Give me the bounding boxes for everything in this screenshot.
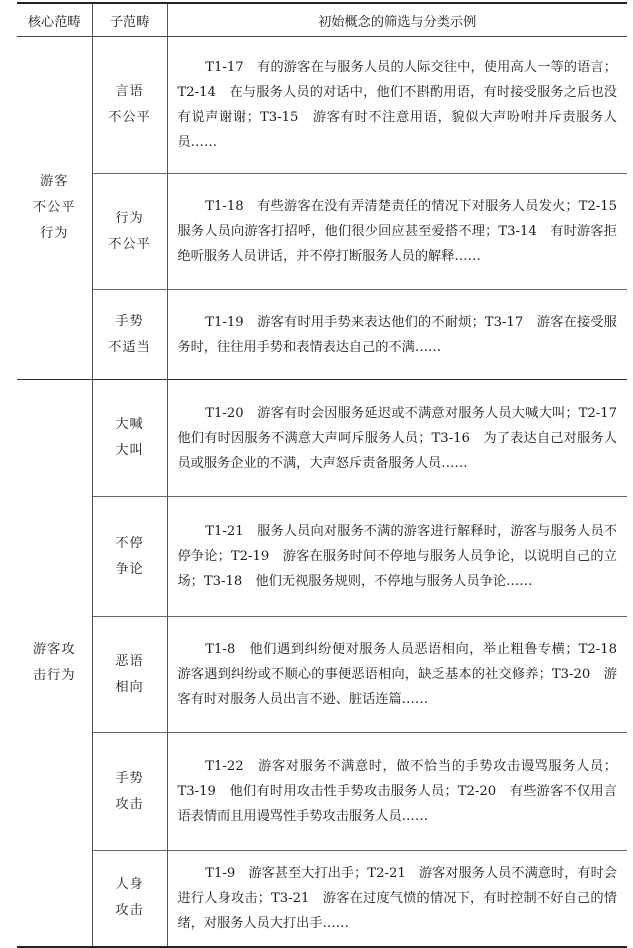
sub-category-physical-attack: 人身 攻击 — [92, 851, 167, 947]
concept-classification-table — [17, 2, 631, 948]
table-row — [17, 497, 627, 617]
sub-category-behavior-unfair: 行为 不公平 — [92, 174, 167, 290]
core-category-unfair-behavior: 游客 不公平 行为 — [17, 37, 92, 380]
example-cell: T1-21 服务人员向对服务不满的游客进行解释时，游客与服务人员不停争论；T2-19 游客在服务时间不停地与服务人员争论，以说明自己的立场；T3-18 他们无视服务规则，不停地与服务人员争论…… — [167, 497, 627, 617]
table-row — [17, 851, 627, 947]
sub-category-arguing: 不停 争论 — [92, 497, 167, 617]
header-sub-category: 子范畴 — [92, 3, 167, 37]
example-cell: T1-8 他们遇到纠纷便对服务人员恶语相向，举止粗鲁专横；T2-18 游客遇到纠纷或不顺心的事便恶语相向，缺乏基本的社交修养；T3-20 游客有时对服务人员出言不逊、脏话连篇…… — [167, 617, 627, 733]
example-cell: T1-18 有些游客在没有弄清楚责任的情况下对服务人员发火；T2-15 服务人员向游客打招呼，他们很少回应甚至爱搭不理；T3-14 有时游客拒绝听服务人员讲话，并不停打断服务人员的解释…… — [167, 174, 627, 290]
core-category-aggressive-behavior: 游客攻 击行为 — [17, 380, 92, 947]
table-row — [17, 380, 627, 497]
example-cell: T1-22 游客对服务不满意时，做不恰当的手势攻击谩骂服务人员；T3-19 他们有时用攻击性手势攻击服务人员；T2-20 有些游客不仅用言语表情而且用谩骂性手势攻击服务人员…… — [167, 733, 627, 851]
sub-category-gesture-attack: 手势 攻击 — [92, 733, 167, 851]
example-cell: T1-17 有的游客在与服务人员的人际交往中，使用高人一等的语言；T2-14 在与服务人员的对话中，他们不斟酌用语，有时接受服务之后也没有说声谢谢；T3-15 游客有时不注意用语，貌似大声吩咐并斥责服务人员…… — [167, 37, 627, 174]
example-cell: T1-19 游客有时用手势来表达他们的不耐烦；T3-17 游客在接受服务时，往往用手势和表情表达自己的不满…… — [167, 290, 627, 380]
table-header-row — [17, 3, 627, 37]
sub-category-gesture-improper: 手势 不适当 — [92, 290, 167, 380]
example-cell: T1-20 游客有时会因服务延迟或不满意对服务人员大喊大叫；T2-17 他们有时因服务不满意大声呵斥服务人员；T3-16 为了表达自己对服务人员或服务企业的不满，大声怒斥责备服务人员…… — [167, 380, 627, 497]
header-examples: 初始概念的筛选与分类示例 — [167, 3, 627, 37]
sub-category-shouting: 大喊 大叫 — [92, 380, 167, 497]
table-row — [17, 617, 627, 733]
sub-category-abusive-language: 恶语 相向 — [92, 617, 167, 733]
sub-category-verbal-unfair: 言语 不公平 — [92, 37, 167, 174]
table-row — [17, 37, 627, 174]
table-row — [17, 174, 627, 290]
header-core-category: 核心范畴 — [17, 3, 92, 37]
example-cell: T1-9 游客甚至大打出手；T2-21 游客对服务人员不满意时，有时会进行人身攻击；T3-21 游客在过度气愤的情况下，有时控制不好自己的情绪，对服务人员大打出手…… — [167, 851, 627, 947]
table-row — [17, 290, 627, 380]
table-row — [17, 733, 627, 851]
